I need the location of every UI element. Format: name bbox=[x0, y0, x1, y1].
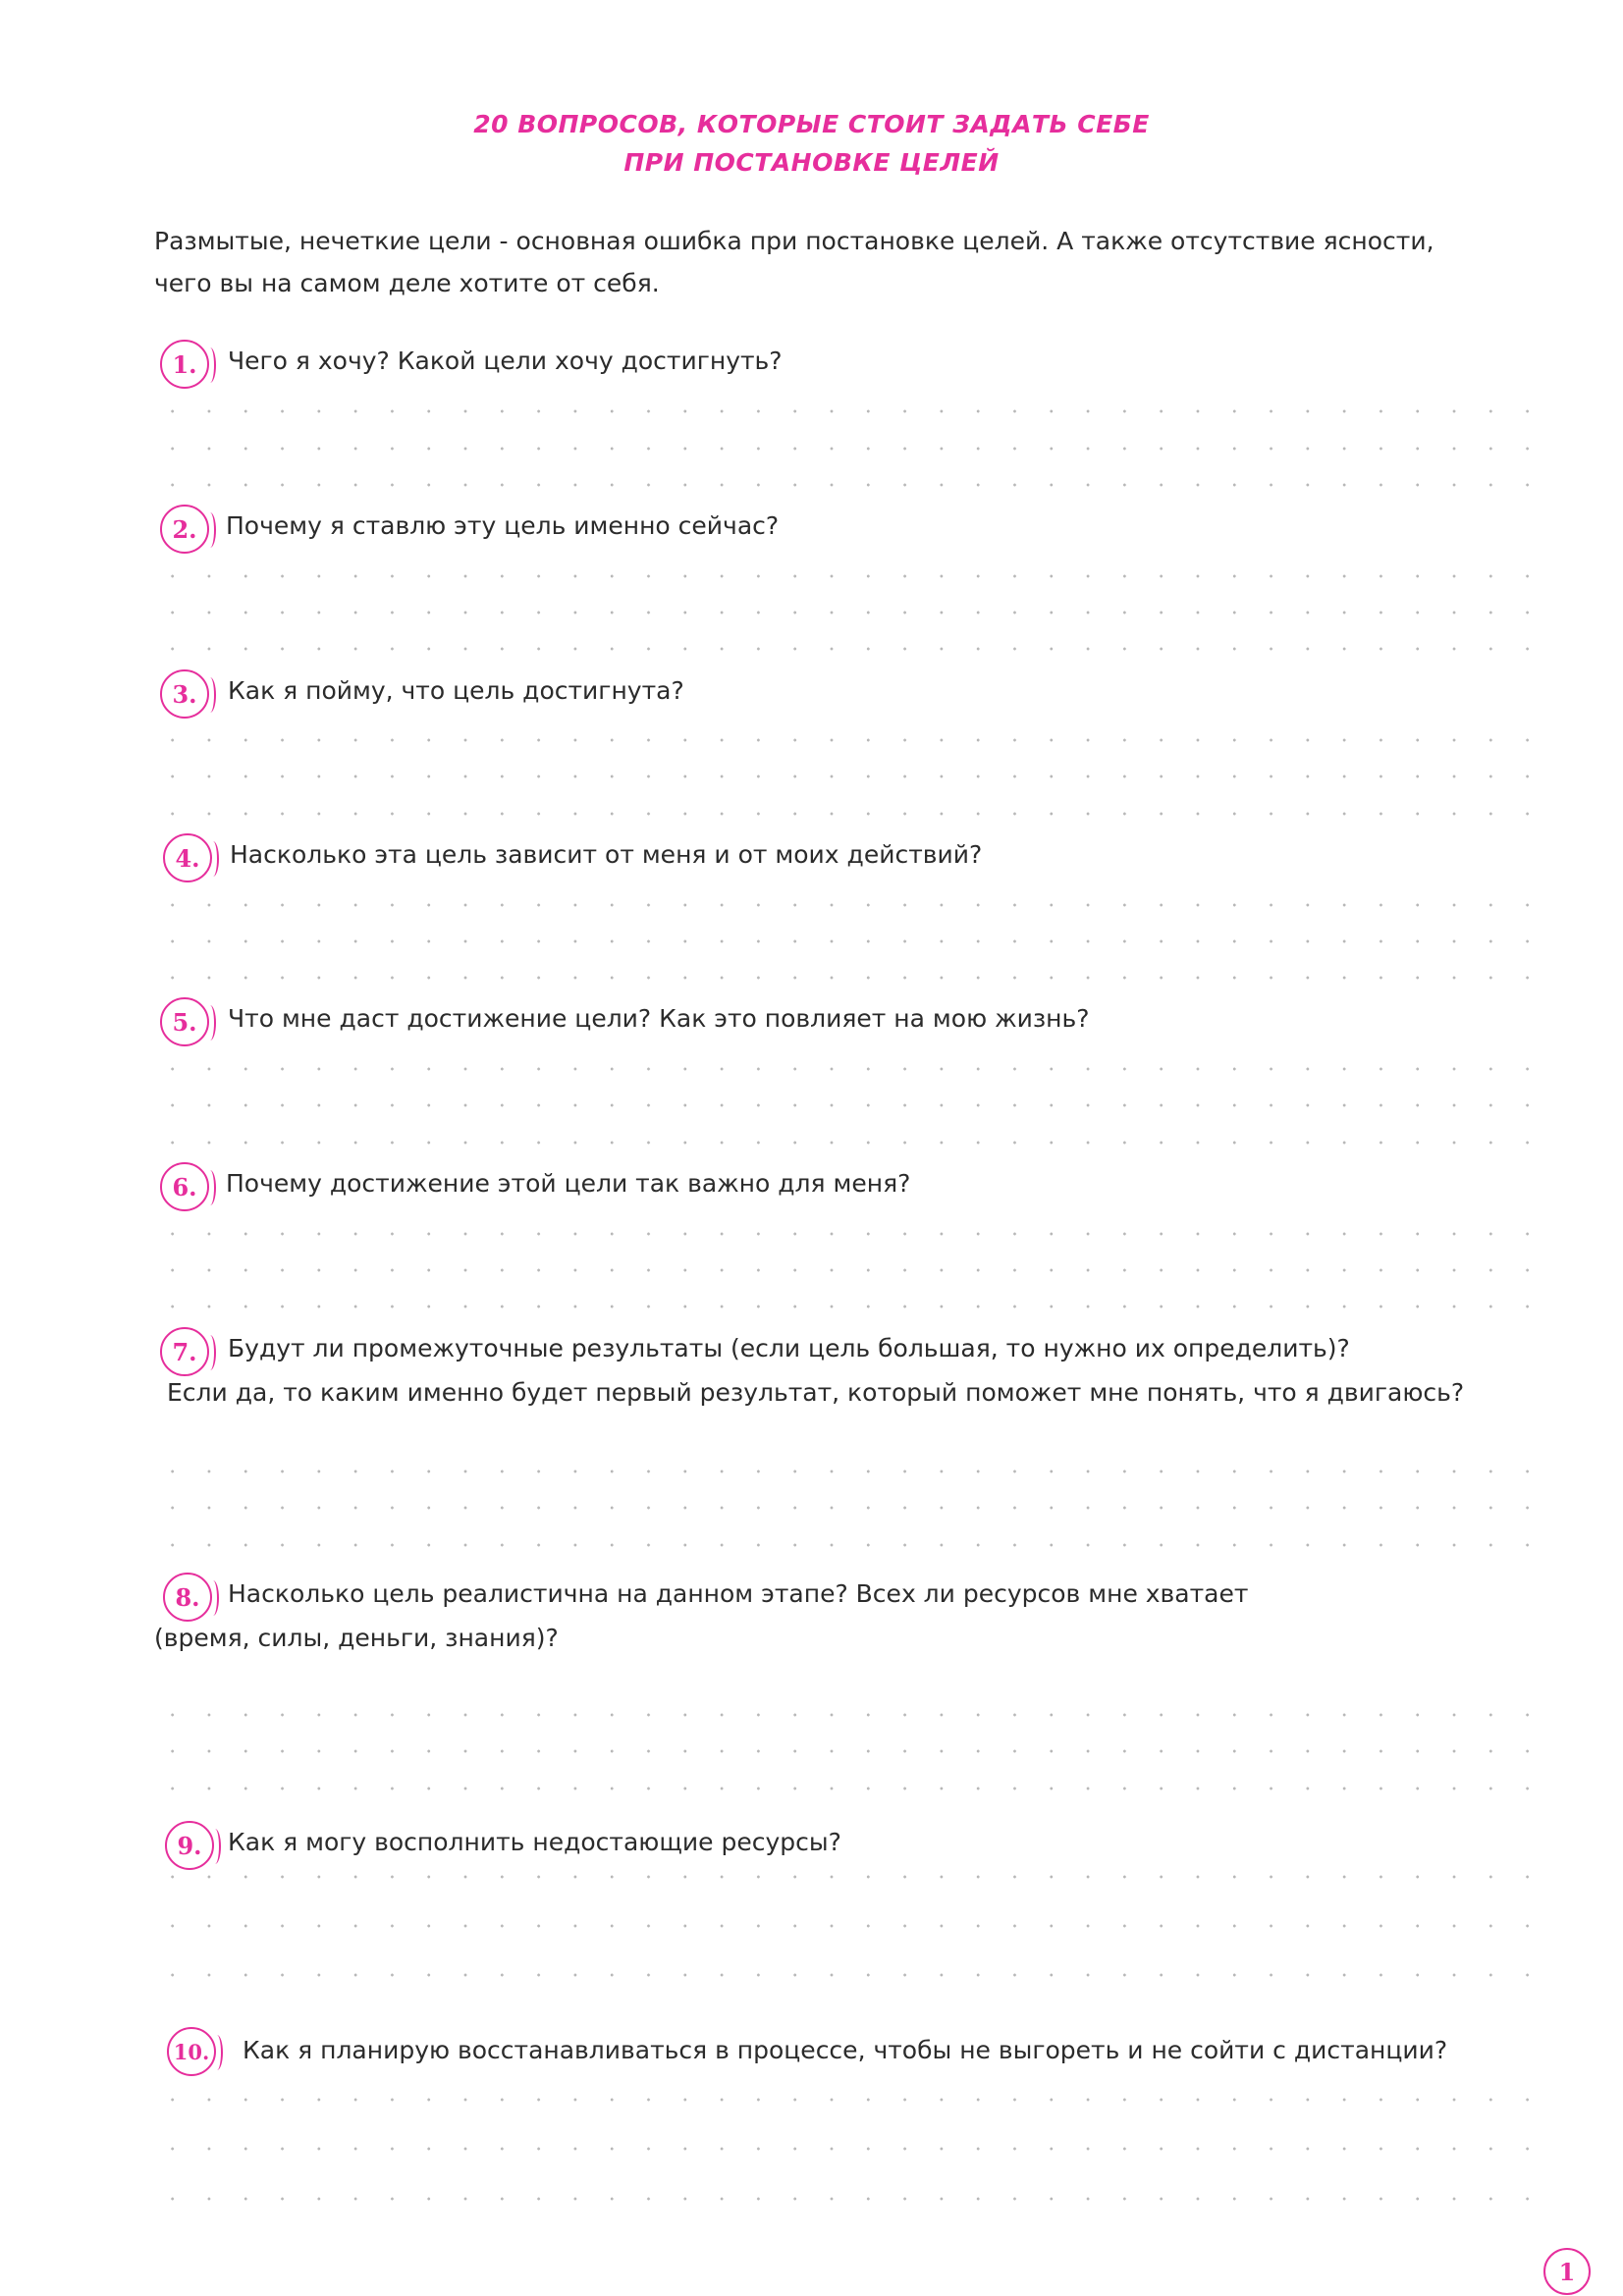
question-number-badge: 8. bbox=[163, 1573, 212, 1622]
question-number-badge: 2. bbox=[160, 505, 209, 554]
question-text: Что мне даст достижение цели? Как это повлияет на мою жизнь? bbox=[228, 1004, 1090, 1033]
answer-dot-line[interactable] bbox=[154, 1543, 1529, 1547]
answer-dot-line[interactable] bbox=[154, 1506, 1529, 1510]
answer-dot-line[interactable] bbox=[154, 1305, 1529, 1308]
question-text: Почему я ставлю эту цель именно сейчас? bbox=[226, 511, 780, 540]
answer-dot-line[interactable] bbox=[154, 738, 1529, 742]
question-number-badge: 3. bbox=[160, 669, 209, 719]
question-number-badge: 6. bbox=[160, 1162, 209, 1211]
intro-line-1: Размытые, нечеткие цели - основная ошибка при постановке целей. А также отсутствие ясности, bbox=[154, 227, 1434, 255]
answer-dot-line[interactable] bbox=[154, 1232, 1529, 1236]
answer-dot-line[interactable] bbox=[154, 447, 1529, 451]
question-number-badge: 5. bbox=[160, 997, 209, 1046]
question-text: Чего я хочу? Какой цели хочу достигнуть? bbox=[228, 347, 783, 375]
answer-dot-line[interactable] bbox=[154, 1875, 1529, 1879]
question-text: (время, силы, деньги, знания)? bbox=[154, 1624, 559, 1652]
answer-dot-line[interactable] bbox=[154, 1141, 1529, 1145]
question-text: Насколько эта цель зависит от меня и от моих действий? bbox=[230, 840, 983, 869]
answer-dot-line[interactable] bbox=[154, 1787, 1529, 1790]
answer-dot-line[interactable] bbox=[154, 976, 1529, 980]
answer-dot-line[interactable] bbox=[154, 812, 1529, 816]
question-text: Как я могу восполнить недостающие ресурсы? bbox=[228, 1828, 841, 1856]
answer-dot-line[interactable] bbox=[154, 2098, 1529, 2102]
answer-dot-line[interactable] bbox=[154, 903, 1529, 907]
page-title-line-1: 20 ВОПРОСОВ, КОТОРЫЕ СТОИТ ЗАДАТЬ СЕБЕ bbox=[473, 110, 1150, 138]
answer-dot-line[interactable] bbox=[154, 2197, 1529, 2201]
question-text: Будут ли промежуточные результаты (если цель большая, то нужно их определить)? bbox=[228, 1334, 1350, 1362]
answer-dot-line[interactable] bbox=[154, 1713, 1529, 1717]
question-text: Почему достижение этой цели так важно для меня? bbox=[226, 1169, 911, 1198]
page-title-line-2: ПРИ ПОСТАНОВКЕ ЦЕЛЕЙ bbox=[623, 148, 1000, 177]
answer-dot-line[interactable] bbox=[154, 1103, 1529, 1107]
question-number-badge: 4. bbox=[163, 833, 212, 882]
answer-dot-line[interactable] bbox=[154, 1469, 1529, 1473]
answer-dot-line[interactable] bbox=[154, 611, 1529, 614]
question-number-badge: 10. bbox=[167, 2027, 216, 2076]
intro-line-2: чего вы на самом деле хотите от себя. bbox=[154, 269, 660, 297]
answer-dot-line[interactable] bbox=[154, 483, 1529, 487]
answer-dot-line[interactable] bbox=[154, 2147, 1529, 2151]
answer-dot-line[interactable] bbox=[154, 647, 1529, 651]
answer-dot-line[interactable] bbox=[154, 939, 1529, 943]
page-number-badge: 1 bbox=[1543, 2248, 1591, 2295]
question-number-badge: 9. bbox=[165, 1821, 214, 1870]
answer-dot-line[interactable] bbox=[154, 1973, 1529, 1977]
answer-dot-line[interactable] bbox=[154, 574, 1529, 578]
question-text: Как я пойму, что цель достигнута? bbox=[228, 676, 684, 705]
question-text: Насколько цель реалистична на данном этапе? Всех ли ресурсов мне хватает bbox=[228, 1579, 1249, 1608]
question-text: Как я планирую восстанавливаться в процессе, чтобы не выгореть и не сойти с дистанции? bbox=[243, 2036, 1448, 2064]
answer-dot-line[interactable] bbox=[154, 1268, 1529, 1272]
question-text: Если да, то каким именно будет первый результат, который поможет мне понять, что я двигаюсь? bbox=[167, 1378, 1465, 1407]
answer-dot-line[interactable] bbox=[154, 409, 1529, 413]
answer-dot-line[interactable] bbox=[154, 774, 1529, 778]
question-number-badge: 7. bbox=[160, 1327, 209, 1376]
answer-dot-line[interactable] bbox=[154, 1749, 1529, 1753]
question-number-badge: 1. bbox=[160, 340, 209, 389]
answer-dot-line[interactable] bbox=[154, 1924, 1529, 1928]
answer-dot-line[interactable] bbox=[154, 1067, 1529, 1071]
